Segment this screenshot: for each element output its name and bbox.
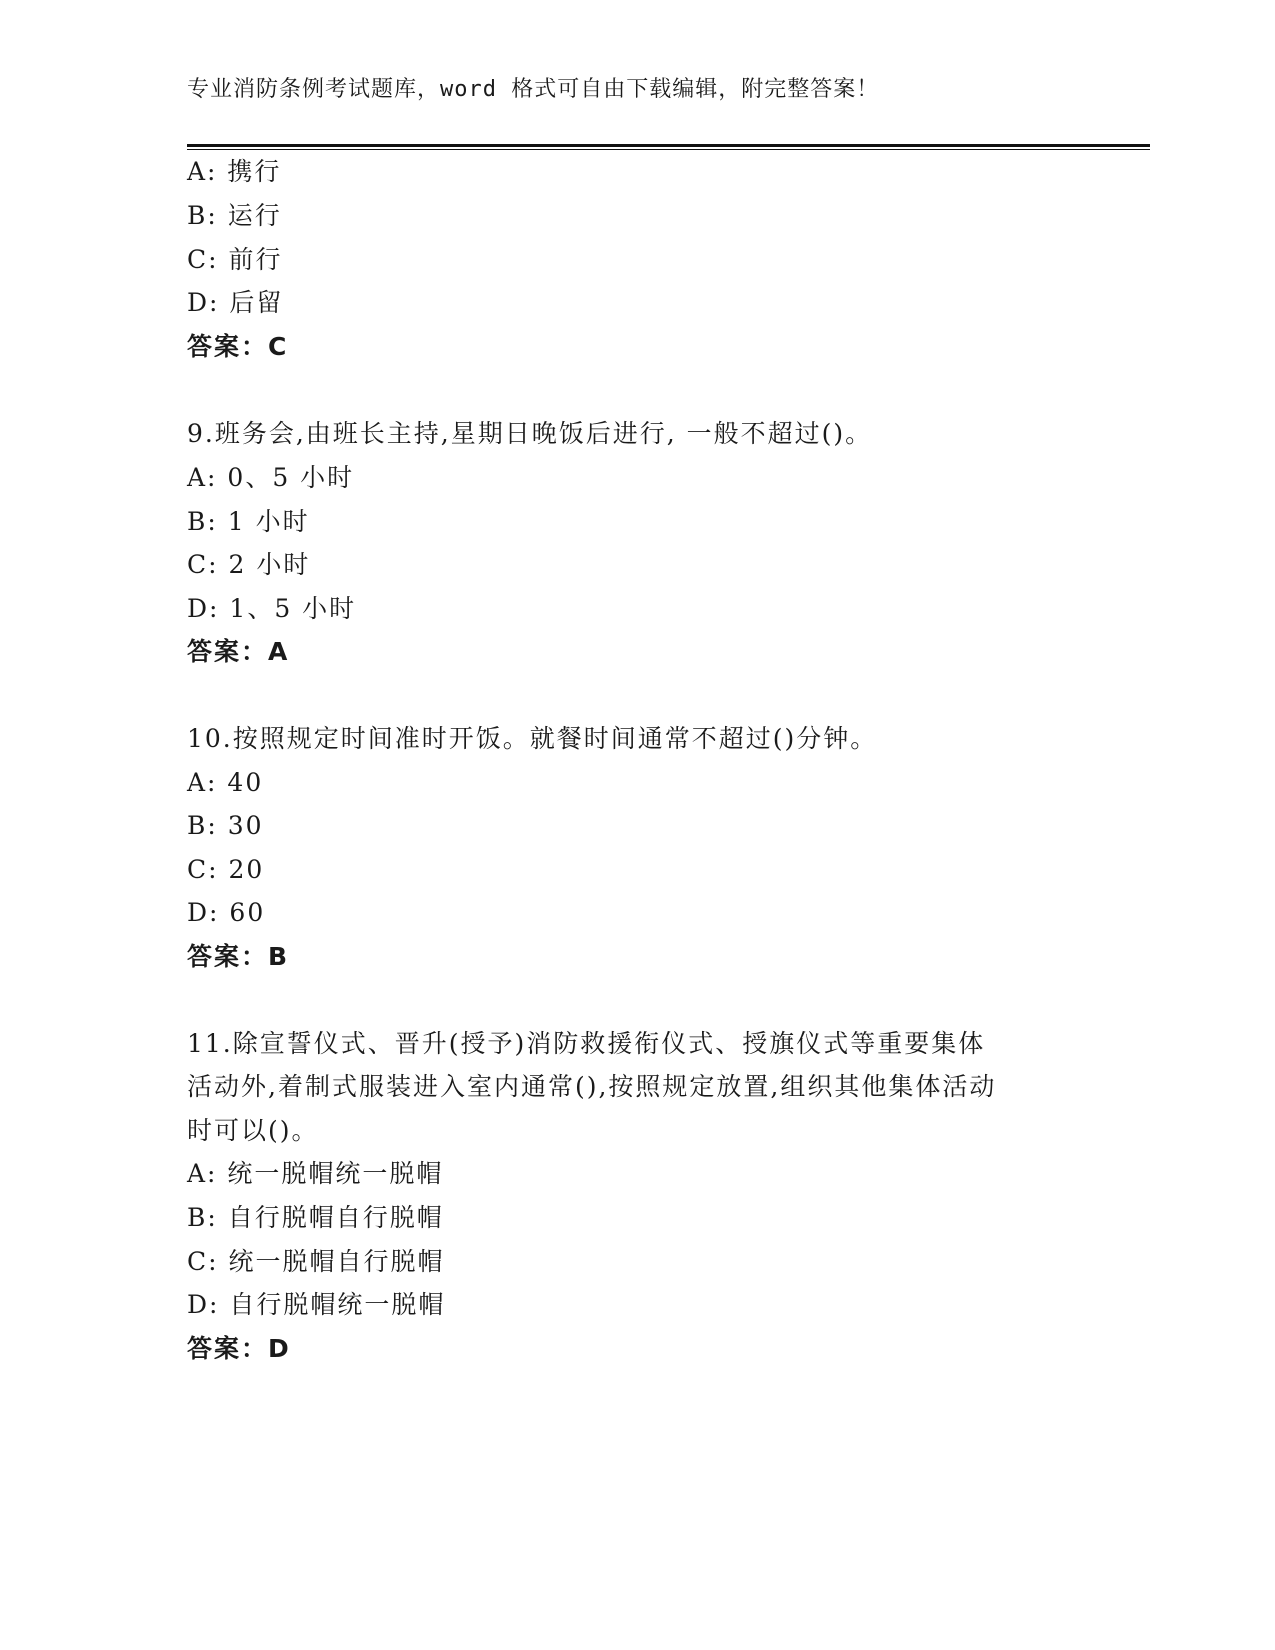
q10-option-d: D: 60 <box>187 898 266 927</box>
q11-stem-line-1: 11.除宣誓仪式、晋升(授予)消防救援衔仪式、授旗仪式等重要集体 <box>187 1029 986 1058</box>
q10-stem: 10.按照规定时间准时开饭。就餐时间通常不超过()分钟。 <box>187 724 878 753</box>
header-rule-thin <box>187 149 1150 150</box>
header-rule-thick <box>187 144 1150 147</box>
q8-answer: 答案：C <box>187 332 289 361</box>
q9-stem: 9.班务会,由班长主持,星期日晚饭后进行, 一般不超过()。 <box>187 419 873 448</box>
q9-option-d: D: 1、5 小时 <box>187 594 357 623</box>
q9-answer: 答案：A <box>187 637 290 666</box>
q9-option-a: A: 0、5 小时 <box>187 463 355 492</box>
q8-option-c: C: 前行 <box>187 245 283 274</box>
q11-option-a: A: 统一脱帽统一脱帽 <box>187 1159 444 1188</box>
q11-option-c: C: 统一脱帽自行脱帽 <box>187 1247 445 1276</box>
q10-answer: 答案：B <box>187 942 290 971</box>
q11-option-b: B: 自行脱帽自行脱帽 <box>187 1203 444 1232</box>
q8-option-a: A: 携行 <box>187 157 282 186</box>
q8-option-d: D: 后留 <box>187 288 284 317</box>
q10-option-a: A: 40 <box>187 768 264 797</box>
q11-option-d: D: 自行脱帽统一脱帽 <box>187 1290 446 1319</box>
q8-option-b: B: 运行 <box>187 201 282 230</box>
q11-stem-line-3: 时可以()。 <box>187 1116 319 1145</box>
q9-option-c: C: 2 小时 <box>187 550 311 579</box>
q9-option-b: B: 1 小时 <box>187 507 310 536</box>
q11-answer: 答案：D <box>187 1334 291 1363</box>
q10-option-c: C: 20 <box>187 855 265 884</box>
page-header-text: 专业消防条例考试题库，word 格式可自由下载编辑，附完整答案！ <box>187 77 880 102</box>
q11-stem-line-2: 活动外,着制式服装进入室内通常(),按照规定放置,组织其他集体活动 <box>187 1072 997 1101</box>
q10-option-b: B: 30 <box>187 811 264 840</box>
